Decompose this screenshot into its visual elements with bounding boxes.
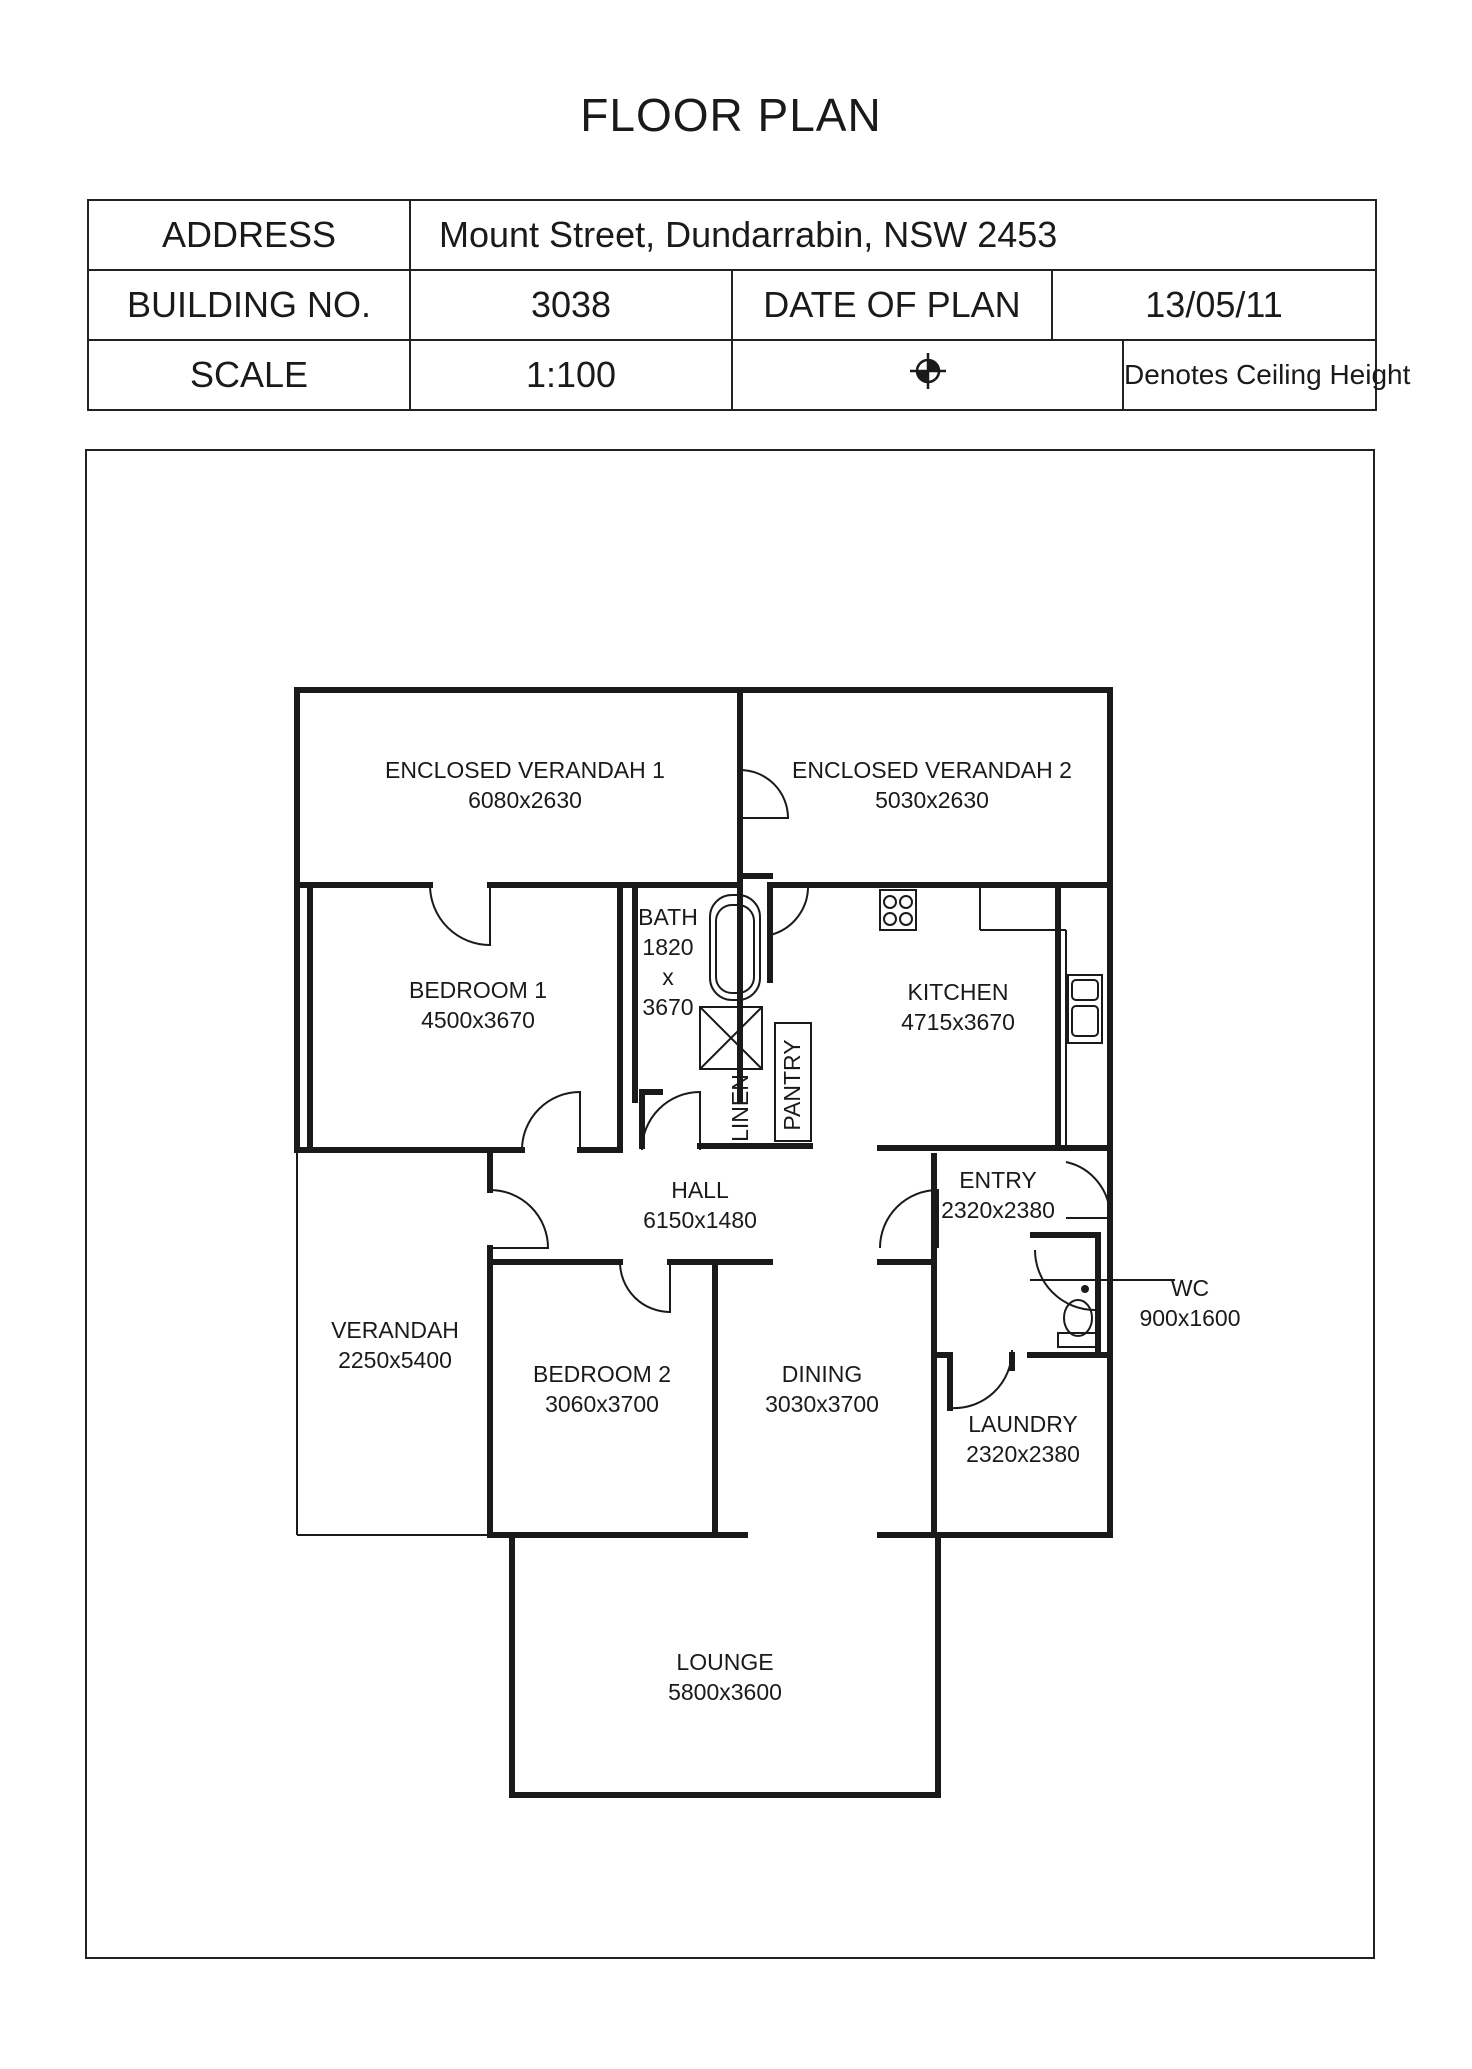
building-value: 3038	[410, 270, 732, 340]
address-label: ADDRESS	[88, 200, 410, 270]
enclosed-verandah-2-size: 5030x2630	[875, 787, 989, 813]
date-label: DATE OF PLAN	[732, 270, 1052, 340]
scale-label: SCALE	[88, 340, 410, 410]
enclosed-verandah-1-name: ENCLOSED VERANDAH 1	[385, 757, 665, 783]
walls	[297, 690, 1110, 1795]
laundry-name: LAUNDRY	[968, 1411, 1078, 1437]
kitchen-size: 4715x3670	[901, 1009, 1015, 1035]
kitchen-name: KITCHEN	[907, 979, 1009, 1005]
dining-name: DINING	[781, 1361, 863, 1387]
verandah-size: 2250x5400	[338, 1347, 452, 1373]
wc-name: WC	[1170, 1275, 1210, 1301]
laundry-size: 2320x2380	[966, 1441, 1080, 1467]
bedroom-1-size: 4500x3670	[421, 1007, 535, 1033]
cooktop-icon	[880, 890, 916, 930]
bath-size-x: x	[662, 964, 674, 990]
shower-icon	[700, 1007, 762, 1069]
hall-size: 6150x1480	[643, 1207, 757, 1233]
bath-size-a: 1820	[642, 934, 694, 960]
bath-name: BATH	[638, 904, 698, 930]
linen-label: LINEN	[727, 1074, 753, 1142]
room-labels	[331, 757, 1240, 1705]
bedroom-1-name: BEDROOM 1	[408, 977, 548, 1003]
enclosed-verandah-1-size: 6080x2630	[468, 787, 582, 813]
address-value: Mount Street, Dundarrabin, NSW 2453	[410, 200, 1376, 270]
wc-size: 900x1600	[1139, 1305, 1241, 1331]
verandah-name: VERANDAH	[331, 1317, 459, 1343]
date-value: 13/05/11	[1052, 270, 1376, 340]
enclosed-verandah-2-name: ENCLOSED VERANDAH 2	[792, 757, 1072, 783]
dining-size: 3030x3700	[765, 1391, 879, 1417]
ceiling-note: Denotes Ceiling Height	[1123, 340, 1376, 410]
pantry-label: PANTRY	[779, 1039, 805, 1131]
bathtub-icon	[710, 895, 760, 1000]
sink-icon	[1068, 975, 1102, 1043]
lounge-name: LOUNGE	[676, 1649, 774, 1675]
bedroom-2-name: BEDROOM 2	[532, 1361, 672, 1387]
page-title: FLOOR PLAN	[580, 89, 882, 141]
entry-name: ENTRY	[959, 1167, 1037, 1193]
doors	[430, 770, 1110, 1408]
bedroom-2-size: 3060x3700	[545, 1391, 659, 1417]
scale-value: 1:100	[410, 340, 732, 410]
entry-size: 2320x2380	[941, 1197, 1055, 1223]
lounge-size: 5800x3600	[668, 1679, 782, 1705]
building-label: BUILDING NO.	[88, 270, 410, 340]
hall-name: HALL	[671, 1177, 729, 1203]
bath-size-b: 3670	[642, 994, 694, 1020]
